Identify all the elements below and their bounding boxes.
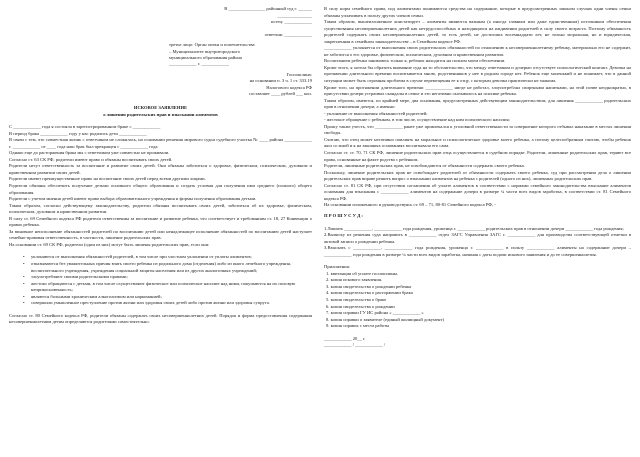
third-party-line-4: ____________ г. ____________	[169, 61, 229, 67]
list-item: • жестоко обращаются с детьми, в том числе осуществляют физическое или психическое насилие над ними, покушаются на их половую неприкосновенность;	[23, 281, 312, 294]
right-paragraph: Таким образом, имеются, по крайней мере, два основания, предусмотренных действующим законодательством, для лишения ____________ родительских прав в отношении дочери, а именно:	[324, 97, 631, 110]
fee-label: Госпошлина:	[286, 71, 312, 77]
fee-code: Налогового кодекса РФ	[266, 84, 312, 90]
right-paragraph: - жестокое обращение с ребенком, в том числе, осуществление над ним психического насилия;	[324, 117, 510, 123]
right-paragraph: Родители, лишенные родительских прав, не освобождаются от обязанности содержать своего ребенка.	[324, 163, 525, 169]
list-item: • злоупотребляют своими родительскими правами;	[23, 274, 312, 281]
right-paragraph: Прошу также учесть, что ____________ ранее уже привлекался к уголовной ответственности за совершение которого отбывал наказание в местах лишения свободы.	[324, 123, 631, 136]
grounds-list	[23, 254, 312, 306]
third-party-line-3: муниципального образования района	[169, 55, 242, 60]
left-paragraph: За виновное неисполнение обязанностей родителей по воспитанию детей или ненадлежащее исполнение обязанностей по воспитанию детей наступает семейно-правовая ответственность, в частности, лишение родительских прав.	[9, 228, 312, 241]
right-paragraph: Воспитанием ребенка занимаюсь только я, ребенок находится на полном моем обеспечении.	[324, 58, 506, 64]
right-paragraph: - уклонение от выполнения обязанностей родителей;	[324, 110, 428, 116]
signature-line: ____________ / ____________ /	[324, 342, 386, 348]
left-paragraph: Таким образом, согласно действующему законодательству, родители обязаны воспитывать своих детей, заботиться об их здоровье, физическом, психическом, духовном и нравственном развитии.	[9, 202, 312, 215]
left-paragraph: На основании ст. 69 СК РФ, родители (один из них) могут быть лишены родительских прав, если они:	[9, 241, 210, 247]
left-paragraph: Родители с учетом мнения детей имеют право выбора образовательного учреждения и формы получения образования детьми.	[9, 196, 257, 202]
left-paragraph: В период брака ____________ году у нас родились дети ____________	[9, 130, 147, 136]
left-paragraph: В связи с тем, что совместная жизнь с ответчиком не сложилась, на основании решения мирового судьи судебного участка № ____ района ____________ г. ____________ от ____ года наш брак был прекращен с ____________ года.	[9, 137, 312, 149]
right-paragraph: Согласно ст. 81 СК РФ, при отсутствии соглашения об уплате алиментов в соответствии с нормами семейного законодательства взыскание алиментов основания для взыскания с ____________ алиментов на содержание дочери в размере ¼ части всех видов заработка, в соответствии ст. 81 Семейного кодекса РФ.	[324, 182, 631, 201]
right-paragraph: Поскольку, лишение родительских прав не освобождает родителей от обязанности содержать своего ребенка, суд при рассмотрении дела о лишении родительских прав вправе решить вопрос о взыскании алиментов на ребенка с родителей (одного из них), лишенных родительских прав.	[324, 169, 631, 182]
list-item: 5. копия свидетельства о браке	[326, 296, 387, 302]
left-closing-paragraph: Согласно ст. 80 Семейного кодекса РФ, родители обязаны содержать своих несовершеннолетних детей. Порядок и форма предоставления содержания несовершеннолетним детям определяются родителями самостоятельно.	[9, 312, 312, 325]
request-item: 2.Выписку из решения суда направить в ____________ отдел ЗАГС Управления ЗАГС г. ____________ для производства соответствующей отметки в актовой записи о рождении ребенка.	[324, 232, 631, 244]
request-item: 3.Взыскать с ____________, ____________ года рождения, уроженца г. ____________ в пользу ____________ алименты на содержание дочери – ____________ года рождения в размере ¼ части всех видов заработка, начиная с даты подачи искового заявления и до ее совершеннолетия.	[324, 245, 631, 257]
list-item: • уклоняются от выполнения обязанностей родителей, в том числе при злостном уклонении от уплаты алиментов;	[23, 254, 312, 261]
request-item: 1.Лишить ____________, ____________ года рождения, уроженца г. ____________ родительских прав в отношении дочери ____________ года рождения;	[324, 225, 624, 231]
list-item: • являются больными хроническим алкоголизмом или наркоманией;	[23, 294, 312, 301]
right-paragraph: Кроме этого, я хотела бы обратить внимание суда на то обстоятельство, что между ответчиком и дочерью отсутствует психологический контакт. Девочка на протяжении длительного времени воспитывается мною, родственников у нее в родном городе нет. Ребенок еще маленький и не понимает, что в данной ситуации может быть огромная проблема в случае перемещения ее к отцу, с которым девочка практически не знакома.	[324, 64, 631, 84]
list-item: 7. копия справки ГУ ИС района « ____________ »	[326, 310, 424, 316]
signature-date: ____________ 20__ г.	[324, 335, 366, 341]
right-paragraph: В силу норм семейного права, под алиментами понимаются средства на содержание, которые в предусмотренных законом случаях одни члены семьи обязаны уплачивать в пользу других членов семьи.	[324, 6, 631, 18]
document-title: ИСКОВОЕ ЗАЯВЛЕНИЕ	[133, 105, 188, 110]
respondent-line: ответчик: ____________	[264, 31, 312, 37]
request-heading: П Р О Ш У С У Д :	[324, 212, 363, 218]
left-paragraph: Однако еще до расторжения брака мы с ответчиком уже совместно не проживали.	[9, 150, 170, 156]
appendices-list	[326, 271, 631, 330]
left-paragraph: Родители обязаны обеспечить получение детьми основного общего образования и создать условия для получения ими среднего (полного) общего образования.	[9, 183, 312, 195]
left-paragraph: Родители несут ответственность за воспитание и развитие своих детей. Они обязаны заботиться о здоровье, физическом, психическом, духовном и нравственном развитии своих детей.	[9, 163, 312, 175]
plaintiff-line: истец: ____________	[271, 19, 312, 25]
fee-basis: на основании п. 3 ч. 1 ст. 333.19	[249, 78, 312, 84]
appendices-title: Приложения:	[324, 264, 351, 270]
list-item: 4. копия свидетельства о расторжении брака	[326, 290, 413, 296]
list-item: 3. копия свидетельства о рождении ребенка	[326, 283, 412, 289]
right-paragraph: Согласно ст. ст. 70, 71 СК РФ, лишение родительских прав отца осуществляется в судебном порядке. Родители, лишенные родительских прав, теряют все права, основанные на факте родства с ребенком.	[324, 150, 631, 162]
third-party-line-2: – Муниципалитет внутригородского	[169, 48, 241, 54]
left-paragraph: В силу ст. 69 Семейного кодекса РФ родители ответственны за воспитание и развитие ребенка, что соответствует и требованиям ст. 18, 27 Конвенции о правах ребенка.	[9, 215, 312, 228]
list-item: 1. квитанция об уплате госпошлины.	[326, 270, 399, 276]
right-paragraph: ____________ уклоняется от выполнения своих родительских обязанностей по отношению к несовершеннолетнему ребенку, материально его не содержит, не заботится о его здоровье, физическом, психическом, духовном и нравственном развитии.	[324, 45, 631, 57]
right-paragraph: На основании изложенного и руководствуясь ст. 69 – 71, 80-81 Семейного кодекса РФ, -	[324, 202, 496, 208]
list-item: • совершили умышленное преступление против жизни или здоровья своих детей либо против жизни или здоровья супруга.	[23, 300, 312, 307]
left-paragraph: С ____________ года я состояла в зарегистрированном браке с ____________	[9, 124, 161, 130]
right-column	[324, 6, 631, 349]
left-paragraph: Согласно ст. 63 СК РФ, родители имеют право и обязаны воспитывать своих детей.	[9, 156, 173, 162]
list-item: 2. копия искового заявления.	[326, 277, 383, 283]
list-item: 9. копия справок с места работы	[326, 323, 390, 329]
list-item: 6. копия свидетельства о рождении	[326, 303, 395, 309]
court-name-line: _______________	[277, 12, 312, 18]
document-subtitle: о лишении родительских прав и взыскании алиментов	[103, 111, 218, 117]
fee-amount: составляет ____ рублей ___ коп.	[248, 91, 312, 97]
right-paragraph: Таким образом, вышеизложенное констатирует – алименты являются важным (а иногда главным или даже единственным) источником обеспечения существования несовершеннолетних детей как нетрудоспособных и находящихся на иждивении родителей в силу своего возраста. Поэтому обязанность родителей содержать своих несовершеннолетних детей, то есть детей, не достигших восемнадцати лет, не только моральная, но и юридическая, закрепленная в семейном законодательстве – в Семейном кодексе РФ.	[324, 19, 631, 44]
right-paragraph: Кроме того, на протяжении длительного времени ____________ нигде не работал, злоупотреблял спиртными напитками, на этой почве неоднократно, в присутствии дочери устраивал скандалы в семье и это негативно сказывалось на психике ребенка.	[324, 84, 631, 97]
list-item: 8. копия справки о заявителе (единый жилищный документ)	[326, 316, 444, 322]
third-party-line-1: третье лицо: Орган опеки и попечительства	[169, 42, 255, 48]
list-item: • отказываются без уважительных причин взять своего ребенка из родильного дома (отделения) либо из иного лечебного учреждения, воспитательного учреждения, учреждения социальной защиты населения или из других аналогичных учреждений;	[23, 261, 312, 274]
left-paragraph: Родители имеют преимущественное право на воспитание своих детей перед всеми другими лицами.	[9, 176, 206, 182]
right-paragraph: Считаю, что отец может негативно повлиять на моральное и психологическое здоровье моего ребенка, а потому целесообразным считаю, чтобы ребенок жил со мной и я на законных основаниях воспитывала его сама.	[324, 136, 631, 149]
left-column	[9, 6, 312, 326]
court-line: В ________________ районный суд г. ______	[224, 6, 312, 11]
